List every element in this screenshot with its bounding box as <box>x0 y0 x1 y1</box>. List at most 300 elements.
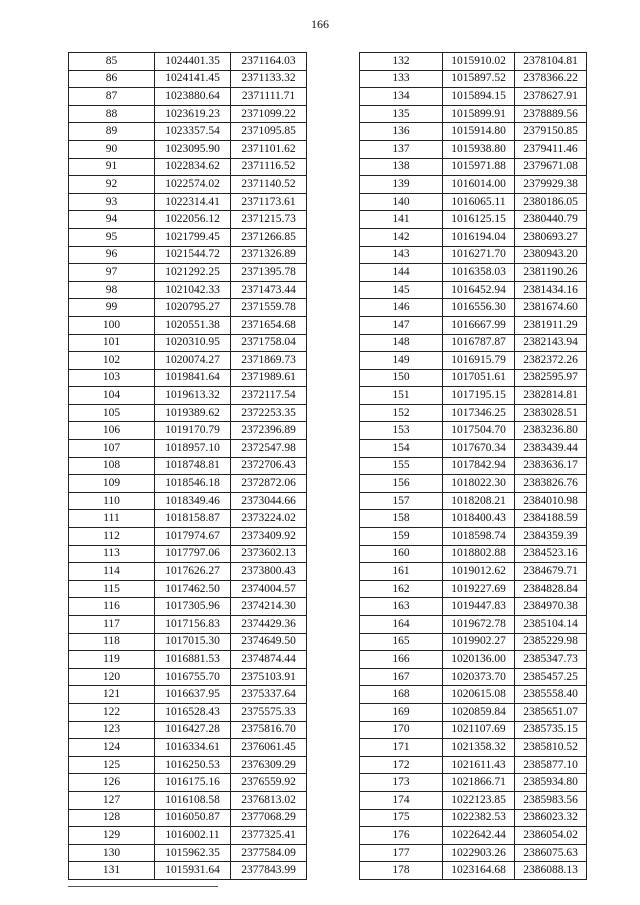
y-coordinate-cell: 2371758.04 <box>231 334 307 352</box>
table-row <box>69 422 307 440</box>
x-coordinate-cell: 1021358.32 <box>443 739 515 757</box>
point-number-cell: 168 <box>360 686 443 704</box>
y-coordinate-cell: 2371099.22 <box>231 105 307 123</box>
point-number-cell: 110 <box>69 492 155 510</box>
x-coordinate-cell: 1018400.43 <box>443 510 515 528</box>
y-coordinate-cell: 2373044.66 <box>231 492 307 510</box>
y-coordinate-cell: 2384679.71 <box>515 563 587 581</box>
point-number-cell: 102 <box>69 352 155 370</box>
point-number-cell: 156 <box>360 475 443 493</box>
y-coordinate-cell: 2378366.22 <box>515 70 587 88</box>
x-coordinate-cell: 1018208.21 <box>443 492 515 510</box>
point-number-cell: 93 <box>69 193 155 211</box>
point-number-cell: 96 <box>69 246 155 264</box>
x-coordinate-cell: 1023357.54 <box>155 123 231 141</box>
y-coordinate-cell: 2383826.76 <box>515 475 587 493</box>
table-row <box>360 616 587 634</box>
x-coordinate-cell: 1019841.64 <box>155 369 231 387</box>
x-coordinate-cell: 1022642.44 <box>443 827 515 845</box>
table-row <box>69 580 307 598</box>
point-number-cell: 95 <box>69 228 155 246</box>
table-row <box>69 844 307 862</box>
y-coordinate-cell: 2384523.16 <box>515 545 587 563</box>
x-coordinate-cell: 1020859.84 <box>443 703 515 721</box>
point-number-cell: 140 <box>360 193 443 211</box>
x-coordinate-cell: 1015931.64 <box>155 862 231 880</box>
y-coordinate-cell: 2372117.54 <box>231 387 307 405</box>
table-row <box>360 70 587 88</box>
y-coordinate-cell: 2371173.61 <box>231 193 307 211</box>
point-number-cell: 158 <box>360 510 443 528</box>
x-coordinate-cell: 1016014.00 <box>443 176 515 194</box>
table-row <box>360 264 587 282</box>
table-row <box>360 668 587 686</box>
table-row <box>69 404 307 422</box>
x-coordinate-cell: 1016194.04 <box>443 228 515 246</box>
table-row <box>69 299 307 317</box>
x-coordinate-cell: 1018957.10 <box>155 440 231 458</box>
table-row <box>360 123 587 141</box>
y-coordinate-cell: 2385735.15 <box>515 721 587 739</box>
table-row <box>69 563 307 581</box>
table-row <box>69 633 307 651</box>
table-row <box>69 791 307 809</box>
point-number-cell: 157 <box>360 492 443 510</box>
x-coordinate-cell: 1023880.64 <box>155 88 231 106</box>
x-coordinate-cell: 1016271.70 <box>443 246 515 264</box>
y-coordinate-cell: 2384010.98 <box>515 492 587 510</box>
point-number-cell: 106 <box>69 422 155 440</box>
footnote-rule <box>68 886 218 887</box>
x-coordinate-cell: 1017195.15 <box>443 387 515 405</box>
point-number-cell: 97 <box>69 264 155 282</box>
x-coordinate-cell: 1020310.95 <box>155 334 231 352</box>
y-coordinate-cell: 2375816.70 <box>231 721 307 739</box>
x-coordinate-cell: 1022903.26 <box>443 844 515 862</box>
point-number-cell: 108 <box>69 457 155 475</box>
table-row <box>69 774 307 792</box>
x-coordinate-cell: 1018802.88 <box>443 545 515 563</box>
y-coordinate-cell: 2382372.26 <box>515 352 587 370</box>
x-coordinate-cell: 1018158.87 <box>155 510 231 528</box>
point-number-cell: 149 <box>360 352 443 370</box>
y-coordinate-cell: 2372706.43 <box>231 457 307 475</box>
y-coordinate-cell: 2385934.80 <box>515 774 587 792</box>
point-number-cell: 166 <box>360 651 443 669</box>
y-coordinate-cell: 2376813.02 <box>231 791 307 809</box>
y-coordinate-cell: 2371140.52 <box>231 176 307 194</box>
point-number-cell: 107 <box>69 440 155 458</box>
point-number-cell: 112 <box>69 528 155 546</box>
y-coordinate-cell: 2371111.71 <box>231 88 307 106</box>
point-number-cell: 91 <box>69 158 155 176</box>
table-row <box>360 703 587 721</box>
table-row <box>69 334 307 352</box>
y-coordinate-cell: 2372872.06 <box>231 475 307 493</box>
x-coordinate-cell: 1017462.50 <box>155 580 231 598</box>
x-coordinate-cell: 1016637.95 <box>155 686 231 704</box>
point-number-cell: 100 <box>69 316 155 334</box>
table-row <box>69 228 307 246</box>
table-row <box>360 862 587 880</box>
x-coordinate-cell: 1019613.32 <box>155 387 231 405</box>
y-coordinate-cell: 2371116.52 <box>231 158 307 176</box>
point-number-cell: 177 <box>360 844 443 862</box>
x-coordinate-cell: 1015897.52 <box>443 70 515 88</box>
y-coordinate-cell: 2380943.20 <box>515 246 587 264</box>
x-coordinate-cell: 1019389.62 <box>155 404 231 422</box>
table-row <box>360 404 587 422</box>
point-number-cell: 89 <box>69 123 155 141</box>
x-coordinate-cell: 1021866.71 <box>443 774 515 792</box>
point-number-cell: 118 <box>69 633 155 651</box>
table-row <box>69 158 307 176</box>
x-coordinate-cell: 1016556.30 <box>443 299 515 317</box>
x-coordinate-cell: 1022056.12 <box>155 211 231 229</box>
y-coordinate-cell: 2381434.16 <box>515 281 587 299</box>
y-coordinate-cell: 2371559.78 <box>231 299 307 317</box>
table-row <box>69 545 307 563</box>
point-number-cell: 128 <box>69 809 155 827</box>
x-coordinate-cell: 1022574.02 <box>155 176 231 194</box>
x-coordinate-cell: 1015894.15 <box>443 88 515 106</box>
x-coordinate-cell: 1015899.91 <box>443 105 515 123</box>
point-number-cell: 131 <box>69 862 155 880</box>
point-number-cell: 132 <box>360 53 443 71</box>
table-row <box>360 422 587 440</box>
x-coordinate-cell: 1016915.79 <box>443 352 515 370</box>
point-number-cell: 101 <box>69 334 155 352</box>
y-coordinate-cell: 2371133.32 <box>231 70 307 88</box>
y-coordinate-cell: 2371215.73 <box>231 211 307 229</box>
x-coordinate-cell: 1017305.96 <box>155 598 231 616</box>
point-number-cell: 85 <box>69 53 155 71</box>
point-number-cell: 92 <box>69 176 155 194</box>
point-number-cell: 170 <box>360 721 443 739</box>
table-row <box>69 668 307 686</box>
x-coordinate-cell: 1017797.06 <box>155 545 231 563</box>
y-coordinate-cell: 2380440.79 <box>515 211 587 229</box>
x-coordinate-cell: 1017346.25 <box>443 404 515 422</box>
table-row <box>69 246 307 264</box>
y-coordinate-cell: 2382595.97 <box>515 369 587 387</box>
y-coordinate-cell: 2379929.38 <box>515 176 587 194</box>
y-coordinate-cell: 2385810.52 <box>515 739 587 757</box>
point-number-cell: 155 <box>360 457 443 475</box>
y-coordinate-cell: 2374214.30 <box>231 598 307 616</box>
point-number-cell: 154 <box>360 440 443 458</box>
point-number-cell: 104 <box>69 387 155 405</box>
y-coordinate-cell: 2381911.29 <box>515 316 587 334</box>
table-row <box>69 457 307 475</box>
table-row <box>69 352 307 370</box>
y-coordinate-cell: 2373409.92 <box>231 528 307 546</box>
x-coordinate-cell: 1022382.53 <box>443 809 515 827</box>
table-row <box>69 387 307 405</box>
table-row <box>69 140 307 158</box>
point-number-cell: 175 <box>360 809 443 827</box>
coordinates-table-right <box>359 52 587 880</box>
table-row <box>69 651 307 669</box>
x-coordinate-cell: 1016787.87 <box>443 334 515 352</box>
x-coordinate-cell: 1021107.69 <box>443 721 515 739</box>
x-coordinate-cell: 1016050.87 <box>155 809 231 827</box>
y-coordinate-cell: 2378104.81 <box>515 53 587 71</box>
table-row <box>360 756 587 774</box>
x-coordinate-cell: 1016358.03 <box>443 264 515 282</box>
table-row <box>360 528 587 546</box>
y-coordinate-cell: 2379671.08 <box>515 158 587 176</box>
point-number-cell: 143 <box>360 246 443 264</box>
table-row <box>360 176 587 194</box>
y-coordinate-cell: 2374004.57 <box>231 580 307 598</box>
table-row <box>360 387 587 405</box>
table-row <box>360 299 587 317</box>
x-coordinate-cell: 1020551.38 <box>155 316 231 334</box>
table-row <box>69 598 307 616</box>
table-row <box>360 791 587 809</box>
point-number-cell: 151 <box>360 387 443 405</box>
x-coordinate-cell: 1017670.34 <box>443 440 515 458</box>
table-row <box>360 246 587 264</box>
table-row <box>69 862 307 880</box>
table-row <box>360 211 587 229</box>
y-coordinate-cell: 2386075.63 <box>515 844 587 862</box>
x-coordinate-cell: 1015971.88 <box>443 158 515 176</box>
x-coordinate-cell: 1016528.43 <box>155 703 231 721</box>
x-coordinate-cell: 1016452.94 <box>443 281 515 299</box>
y-coordinate-cell: 2371473.44 <box>231 281 307 299</box>
x-coordinate-cell: 1017842.94 <box>443 457 515 475</box>
table-row <box>360 721 587 739</box>
table-row <box>69 703 307 721</box>
table-row <box>360 88 587 106</box>
point-number-cell: 147 <box>360 316 443 334</box>
x-coordinate-cell: 1020136.00 <box>443 651 515 669</box>
y-coordinate-cell: 2373224.02 <box>231 510 307 528</box>
coordinates-table-left <box>68 52 307 880</box>
x-coordinate-cell: 1021042.33 <box>155 281 231 299</box>
y-coordinate-cell: 2374874.44 <box>231 651 307 669</box>
table-row <box>360 686 587 704</box>
x-coordinate-cell: 1020795.27 <box>155 299 231 317</box>
point-number-cell: 90 <box>69 140 155 158</box>
y-coordinate-cell: 2384359.39 <box>515 528 587 546</box>
y-coordinate-cell: 2385104.14 <box>515 616 587 634</box>
x-coordinate-cell: 1019902.27 <box>443 633 515 651</box>
table-row <box>69 616 307 634</box>
x-coordinate-cell: 1024401.35 <box>155 53 231 71</box>
point-number-cell: 98 <box>69 281 155 299</box>
y-coordinate-cell: 2373602.13 <box>231 545 307 563</box>
y-coordinate-cell: 2376061.45 <box>231 739 307 757</box>
table-row <box>360 563 587 581</box>
y-coordinate-cell: 2386054.02 <box>515 827 587 845</box>
table-row <box>360 352 587 370</box>
x-coordinate-cell: 1021544.72 <box>155 246 231 264</box>
x-coordinate-cell: 1017974.67 <box>155 528 231 546</box>
table-row <box>69 176 307 194</box>
y-coordinate-cell: 2375103.91 <box>231 668 307 686</box>
table-row <box>360 440 587 458</box>
y-coordinate-cell: 2375575.33 <box>231 703 307 721</box>
point-number-cell: 172 <box>360 756 443 774</box>
x-coordinate-cell: 1018349.46 <box>155 492 231 510</box>
x-coordinate-cell: 1016250.53 <box>155 756 231 774</box>
point-number-cell: 126 <box>69 774 155 792</box>
x-coordinate-cell: 1018598.74 <box>443 528 515 546</box>
table-row <box>69 105 307 123</box>
y-coordinate-cell: 2386023.32 <box>515 809 587 827</box>
table-row <box>69 756 307 774</box>
table-row <box>360 457 587 475</box>
point-number-cell: 134 <box>360 88 443 106</box>
point-number-cell: 127 <box>69 791 155 809</box>
table-row <box>360 369 587 387</box>
table-row <box>360 739 587 757</box>
x-coordinate-cell: 1019012.62 <box>443 563 515 581</box>
x-coordinate-cell: 1019227.69 <box>443 580 515 598</box>
table-row <box>360 633 587 651</box>
point-number-cell: 109 <box>69 475 155 493</box>
y-coordinate-cell: 2380693.27 <box>515 228 587 246</box>
y-coordinate-cell: 2385558.40 <box>515 686 587 704</box>
y-coordinate-cell: 2383636.17 <box>515 457 587 475</box>
point-number-cell: 159 <box>360 528 443 546</box>
table-row <box>360 334 587 352</box>
point-number-cell: 122 <box>69 703 155 721</box>
x-coordinate-cell: 1016334.61 <box>155 739 231 757</box>
x-coordinate-cell: 1024141.45 <box>155 70 231 88</box>
point-number-cell: 153 <box>360 422 443 440</box>
y-coordinate-cell: 2386088.13 <box>515 862 587 880</box>
table-row <box>69 70 307 88</box>
y-coordinate-cell: 2371869.73 <box>231 352 307 370</box>
table-row <box>69 739 307 757</box>
y-coordinate-cell: 2385651.07 <box>515 703 587 721</box>
point-number-cell: 176 <box>360 827 443 845</box>
y-coordinate-cell: 2371095.85 <box>231 123 307 141</box>
point-number-cell: 103 <box>69 369 155 387</box>
page-number: 166 <box>311 17 329 31</box>
point-number-cell: 146 <box>360 299 443 317</box>
y-coordinate-cell: 2385347.73 <box>515 651 587 669</box>
table-row <box>69 264 307 282</box>
table-row <box>360 228 587 246</box>
table-row <box>360 598 587 616</box>
table-row <box>69 211 307 229</box>
y-coordinate-cell: 2374429.36 <box>231 616 307 634</box>
x-coordinate-cell: 1016175.16 <box>155 774 231 792</box>
point-number-cell: 130 <box>69 844 155 862</box>
point-number-cell: 138 <box>360 158 443 176</box>
point-number-cell: 150 <box>360 369 443 387</box>
x-coordinate-cell: 1023095.90 <box>155 140 231 158</box>
point-number-cell: 105 <box>69 404 155 422</box>
point-number-cell: 161 <box>360 563 443 581</box>
point-number-cell: 174 <box>360 791 443 809</box>
table-row <box>69 475 307 493</box>
y-coordinate-cell: 2384970.38 <box>515 598 587 616</box>
point-number-cell: 111 <box>69 510 155 528</box>
x-coordinate-cell: 1016667.99 <box>443 316 515 334</box>
point-number-cell: 139 <box>360 176 443 194</box>
x-coordinate-cell: 1023619.23 <box>155 105 231 123</box>
point-number-cell: 137 <box>360 140 443 158</box>
point-number-cell: 121 <box>69 686 155 704</box>
y-coordinate-cell: 2384828.84 <box>515 580 587 598</box>
y-coordinate-cell: 2381674.60 <box>515 299 587 317</box>
y-coordinate-cell: 2385457.25 <box>515 668 587 686</box>
table-row <box>360 158 587 176</box>
point-number-cell: 86 <box>69 70 155 88</box>
x-coordinate-cell: 1019170.79 <box>155 422 231 440</box>
point-number-cell: 164 <box>360 616 443 634</box>
table-row <box>360 193 587 211</box>
point-number-cell: 141 <box>360 211 443 229</box>
point-number-cell: 142 <box>360 228 443 246</box>
table-row <box>360 281 587 299</box>
x-coordinate-cell: 1021292.25 <box>155 264 231 282</box>
x-coordinate-cell: 1017504.70 <box>443 422 515 440</box>
point-number-cell: 145 <box>360 281 443 299</box>
y-coordinate-cell: 2385983.56 <box>515 791 587 809</box>
y-coordinate-cell: 2372547.98 <box>231 440 307 458</box>
table-row <box>69 492 307 510</box>
table-row <box>69 369 307 387</box>
x-coordinate-cell: 1018748.81 <box>155 457 231 475</box>
point-number-cell: 144 <box>360 264 443 282</box>
x-coordinate-cell: 1021611.43 <box>443 756 515 774</box>
table-row <box>360 827 587 845</box>
y-coordinate-cell: 2371101.62 <box>231 140 307 158</box>
y-coordinate-cell: 2376309.29 <box>231 756 307 774</box>
y-coordinate-cell: 2372253.35 <box>231 404 307 422</box>
point-number-cell: 124 <box>69 739 155 757</box>
y-coordinate-cell: 2377584.09 <box>231 844 307 862</box>
x-coordinate-cell: 1015914.80 <box>443 123 515 141</box>
table-row <box>360 844 587 862</box>
y-coordinate-cell: 2371989.61 <box>231 369 307 387</box>
table-row <box>69 53 307 71</box>
point-number-cell: 87 <box>69 88 155 106</box>
x-coordinate-cell: 1016881.53 <box>155 651 231 669</box>
point-number-cell: 167 <box>360 668 443 686</box>
point-number-cell: 125 <box>69 756 155 774</box>
y-coordinate-cell: 2383028.51 <box>515 404 587 422</box>
x-coordinate-cell: 1017051.61 <box>443 369 515 387</box>
y-coordinate-cell: 2372396.89 <box>231 422 307 440</box>
point-number-cell: 169 <box>360 703 443 721</box>
point-number-cell: 171 <box>360 739 443 757</box>
table-row <box>69 88 307 106</box>
table-row <box>360 510 587 528</box>
table-row <box>69 809 307 827</box>
y-coordinate-cell: 2377325.41 <box>231 827 307 845</box>
table-row <box>69 827 307 845</box>
point-number-cell: 165 <box>360 633 443 651</box>
point-number-cell: 133 <box>360 70 443 88</box>
table-row <box>69 281 307 299</box>
point-number-cell: 123 <box>69 721 155 739</box>
point-number-cell: 178 <box>360 862 443 880</box>
point-number-cell: 119 <box>69 651 155 669</box>
x-coordinate-cell: 1022123.85 <box>443 791 515 809</box>
y-coordinate-cell: 2379411.46 <box>515 140 587 158</box>
point-number-cell: 135 <box>360 105 443 123</box>
table-row <box>69 686 307 704</box>
y-coordinate-cell: 2371266.85 <box>231 228 307 246</box>
